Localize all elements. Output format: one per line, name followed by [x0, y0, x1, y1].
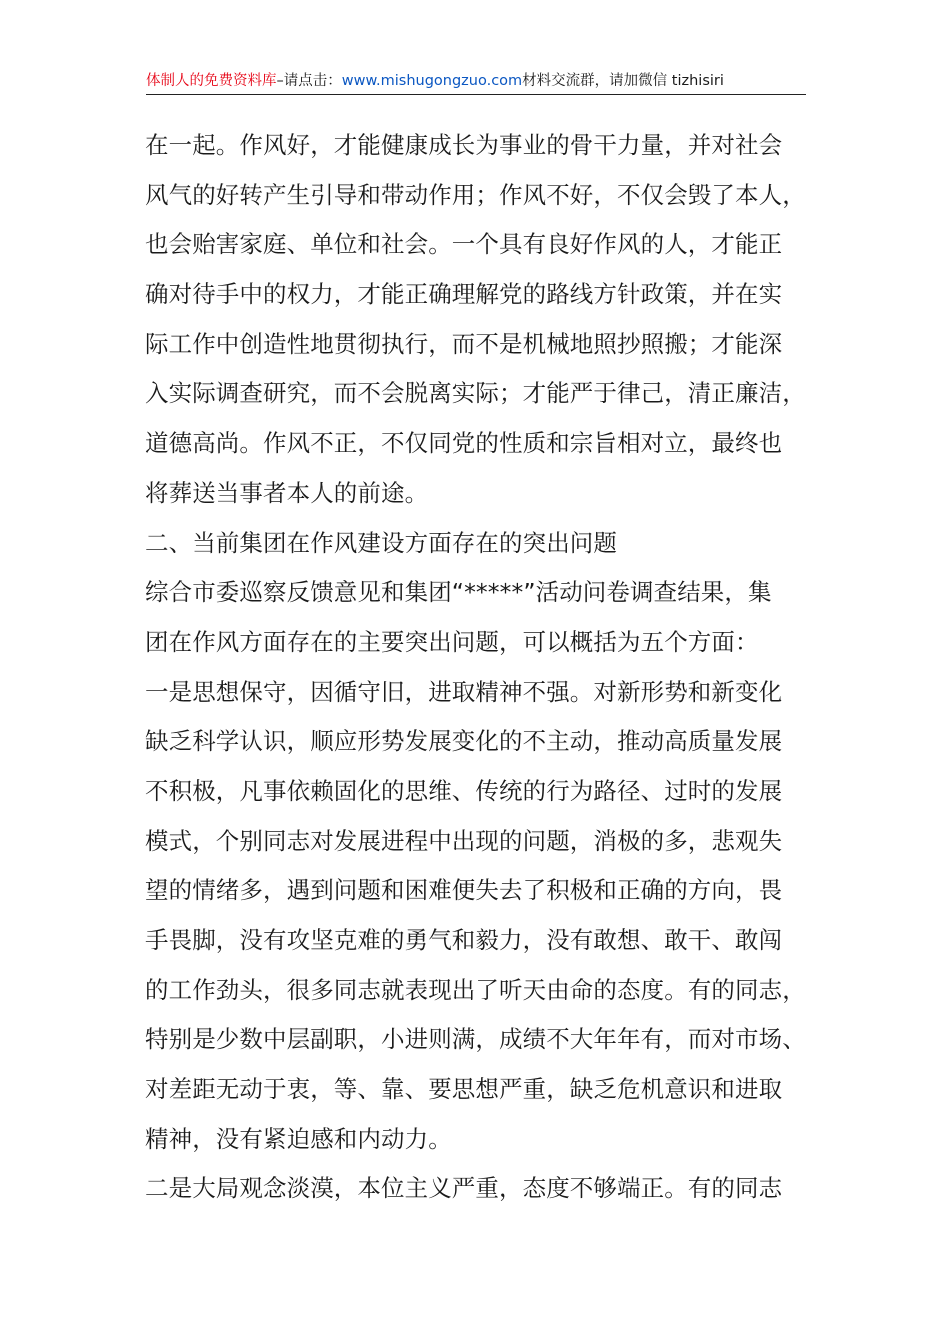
header-contact-text: 材料交流群，请加微信 tizhisiri	[522, 73, 724, 89]
section-heading: 二、当前集团在作风建设方面存在的突出问题	[145, 528, 617, 557]
header-click-prompt: –请点击：	[276, 73, 342, 89]
body-line: 一是思想保守，因循守旧，进取精神不强。对新形势和新变化	[145, 677, 783, 706]
body-line: 缺乏科学认识，顺应形势发展变化的不主动，推动高质量发展	[145, 727, 783, 756]
body-line: 特别是少数中层副职，小进则满，成绩不大年年有，而对市场、	[145, 1025, 806, 1054]
body-line: 入实际调查研究，而不会脱离实际；才能严于律己，清正廉洁，	[145, 379, 806, 408]
header-website-link[interactable]: www.mishugongzuo.com	[341, 73, 523, 89]
body-line: 也会贻害家庭、单位和社会。一个具有良好作风的人，才能正	[145, 230, 783, 259]
body-line: 在一起。作风好，才能健康成长为事业的骨干力量，并对社会	[145, 131, 783, 159]
body-line: 道德高尚。作风不正，不仅同党的性质和宗旨相对立，最终也	[145, 429, 783, 458]
body-line: 综合市委巡察反馈意见和集团“*****”活动问卷调查结果，集	[145, 578, 772, 607]
body-line: 风气的好转产生引导和带动作用；作风不好，不仅会毁了本人，	[145, 180, 806, 209]
body-line: 的工作劲头，很多同志就表现出了听天由命的态度。有的同志，	[145, 975, 806, 1004]
body-line: 确对待手中的权力，才能正确理解党的路线方针政策，并在实	[145, 280, 783, 309]
body-line: 团在作风方面存在的主要突出问题，可以概括为五个方面：	[145, 627, 759, 656]
body-line: 对差距无动于衷，等、靠、要思想严重，缺乏危机意识和进取	[145, 1075, 783, 1104]
body-line: 望的情绪多，遇到问题和困难便失去了积极和正确的方向，畏	[145, 876, 783, 905]
body-line: 将葬送当事者本人的前途。	[145, 478, 429, 507]
body-line: 模式，个别同志对发展进程中出现的问题，消极的多，悲观失	[145, 826, 783, 855]
page-header	[146, 68, 806, 95]
body-line: 际工作中创造性地贯彻执行，而不是机械地照抄照搬；才能深	[145, 329, 783, 358]
document-body	[145, 121, 810, 1214]
body-line: 手畏脚，没有攻坚克难的勇气和毅力，没有敢想、敢干、敢闯	[145, 926, 783, 954]
header-library-name: 体制人的免费资料库	[146, 73, 277, 89]
body-line: 不积极，凡事依赖固化的思维、传统的行为路径、过时的发展	[145, 776, 783, 805]
body-line: 精神，没有紧迫感和内动力。	[145, 1124, 452, 1153]
body-line: 二是大局观念淡漠，本位主义严重，态度不够端正。有的同志	[145, 1174, 783, 1203]
